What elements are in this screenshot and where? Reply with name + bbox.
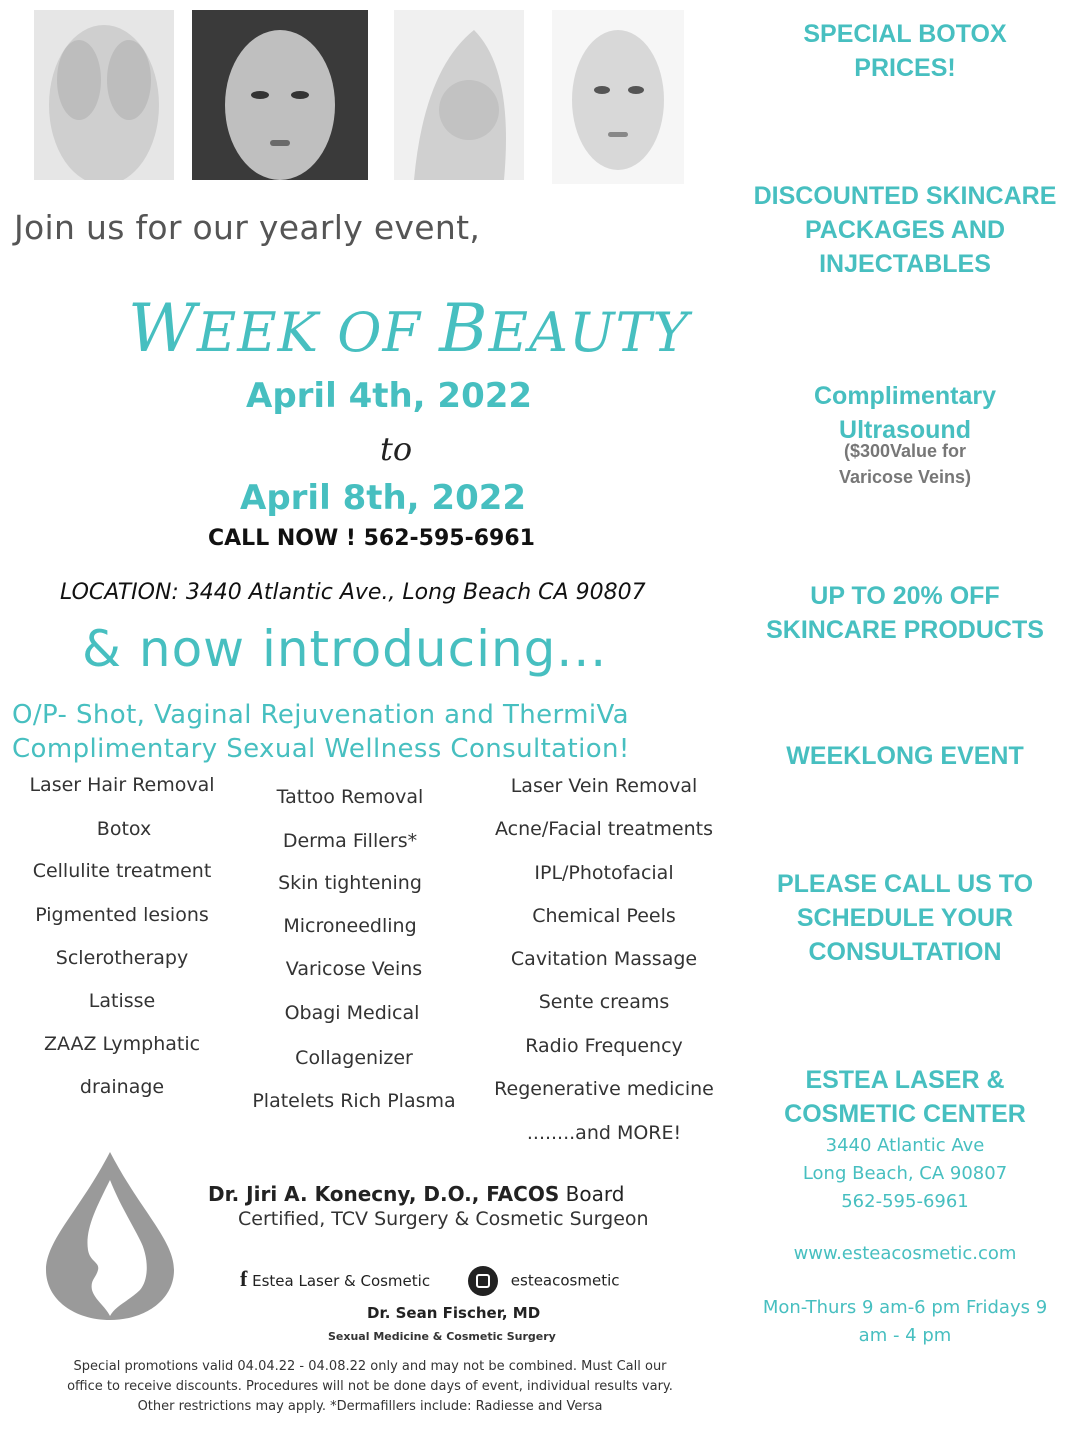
service-item: Derma Fillers*: [282, 830, 418, 852]
fine-print-1: Special promotions valid 04.04.22 - 04.08.22 only and may not be combined. Must Call our: [73, 1359, 667, 1374]
sidebar-address-1: 3440 Atlantic Ave: [825, 1135, 985, 1156]
event-title: [128, 290, 689, 367]
service-item: Radio Frequency: [525, 1035, 683, 1057]
start-date: April 4th, 2022: [246, 376, 533, 416]
title-letter-w: W: [128, 290, 197, 367]
drop-logo: [40, 1150, 180, 1322]
sidebar-phone[interactable]: 562-595-6961: [841, 1191, 969, 1212]
fine-print-3: Other restrictions may apply. *Dermafillers include: Radiesse and Versa: [137, 1399, 603, 1414]
end-date: April 8th, 2022: [240, 478, 527, 518]
promo-line-1: O/P- Shot, Vaginal Rejuvenation and ThermiVa: [12, 700, 629, 730]
sidebar-ultrasound: Complimentary Ultrasound: [814, 382, 996, 444]
sidebar-botox: SPECIAL BOTOX PRICES!: [803, 20, 1007, 82]
doctor-certification: Certified, TCV Surgery & Cosmetic Surgeon: [238, 1208, 649, 1230]
service-item: Obagi Medical: [284, 1002, 420, 1024]
service-item: drainage: [79, 1076, 165, 1098]
photo-face-woman: [192, 10, 368, 180]
sidebar-address-2: Long Beach, CA 90807: [802, 1163, 1008, 1184]
service-item: Latisse: [88, 990, 156, 1012]
instagram-icon: [468, 1266, 498, 1296]
fine-print-2: office to receive discounts. Procedures will not be done days of event, individual results vary.: [67, 1379, 673, 1394]
photo-body: [394, 10, 524, 180]
photo-torso: [34, 10, 174, 180]
service-item: Varicose Veins: [285, 958, 423, 980]
sidebar-hours: Mon-Thurs 9 am-6 pm Fridays 9 am - 4 pm: [762, 1297, 1048, 1346]
sidebar-website[interactable]: www.esteacosmetic.com: [793, 1243, 1017, 1264]
service-item: Skin tightening: [278, 872, 422, 894]
service-item: Sclerotherapy: [55, 947, 189, 969]
service-item: Botox: [96, 818, 152, 840]
doctor-name-text: Dr. Jiri A. Konecny, D.O., FACOS: [208, 1182, 560, 1206]
doctor2-title: Sexual Medicine & Cosmetic Surgery: [328, 1330, 556, 1343]
instagram-label: esteacosmetic: [510, 1271, 620, 1290]
service-item: IPL/Photofacial: [534, 862, 674, 884]
promo-line-2: Complimentary Sexual Wellness Consultation!: [12, 734, 630, 764]
facebook-link[interactable]: [240, 1266, 430, 1292]
service-item: Cellulite treatment: [32, 860, 212, 882]
photo-face-blonde: [552, 10, 684, 184]
service-item: ZAAZ Lymphatic: [43, 1033, 201, 1055]
facebook-label: Estea Laser & Cosmetic: [252, 1272, 431, 1290]
doctor2-name: Dr. Sean Fischer, MD: [367, 1304, 541, 1322]
instagram-link[interactable]: [468, 1266, 620, 1296]
service-item: Chemical Peels: [532, 905, 676, 927]
service-item: Regenerative medicine: [494, 1078, 714, 1100]
title-part-2: EAUTY: [488, 301, 690, 364]
service-item: Tattoo Removal: [276, 786, 424, 808]
doctor-board: Board: [559, 1182, 625, 1206]
doctor-name: [208, 1182, 624, 1206]
sidebar-discount: UP TO 20% OFF SKINCARE PRODUCTS: [766, 582, 1044, 644]
service-item: Laser Hair Removal: [29, 774, 215, 796]
service-item: Pigmented lesions: [35, 904, 209, 926]
service-item: Acne/Facial treatments: [495, 818, 713, 840]
service-item: Sente creams: [538, 991, 670, 1013]
facebook-icon: f: [240, 1266, 248, 1291]
service-item: Collagenizer: [295, 1047, 413, 1069]
service-item: Platelets Rich Plasma: [252, 1090, 456, 1112]
now-introducing: & now introducing...: [82, 620, 608, 678]
service-item-more: ........and MORE!: [526, 1122, 682, 1144]
service-item: Cavitation Massage: [510, 948, 698, 970]
title-letter-b: B: [439, 290, 489, 367]
title-part-1: EEK OF: [196, 301, 440, 364]
service-item: Microneedling: [283, 915, 417, 937]
sidebar-weeklong: WEEKLONG EVENT: [786, 742, 1024, 770]
intro-text: Join us for our yearly event,: [14, 208, 481, 247]
sidebar-ultrasound-sub: ($300Value for Varicose Veins): [838, 441, 972, 488]
location: LOCATION: 3440 Atlantic Ave., Long Beach CA 90807: [60, 580, 646, 605]
sidebar-call-us: PLEASE CALL US TO SCHEDULE YOUR CONSULTATION: [776, 870, 1034, 966]
call-now[interactable]: CALL NOW ! 562-595-6961: [208, 526, 535, 551]
to-text: to: [380, 430, 413, 468]
sidebar-center-name: ESTEA LASER & COSMETIC CENTER: [784, 1066, 1026, 1128]
sidebar-skincare: DISCOUNTED SKINCARE PACKAGES AND INJECTABLES: [753, 182, 1057, 278]
service-item: Laser Vein Removal: [510, 775, 698, 797]
